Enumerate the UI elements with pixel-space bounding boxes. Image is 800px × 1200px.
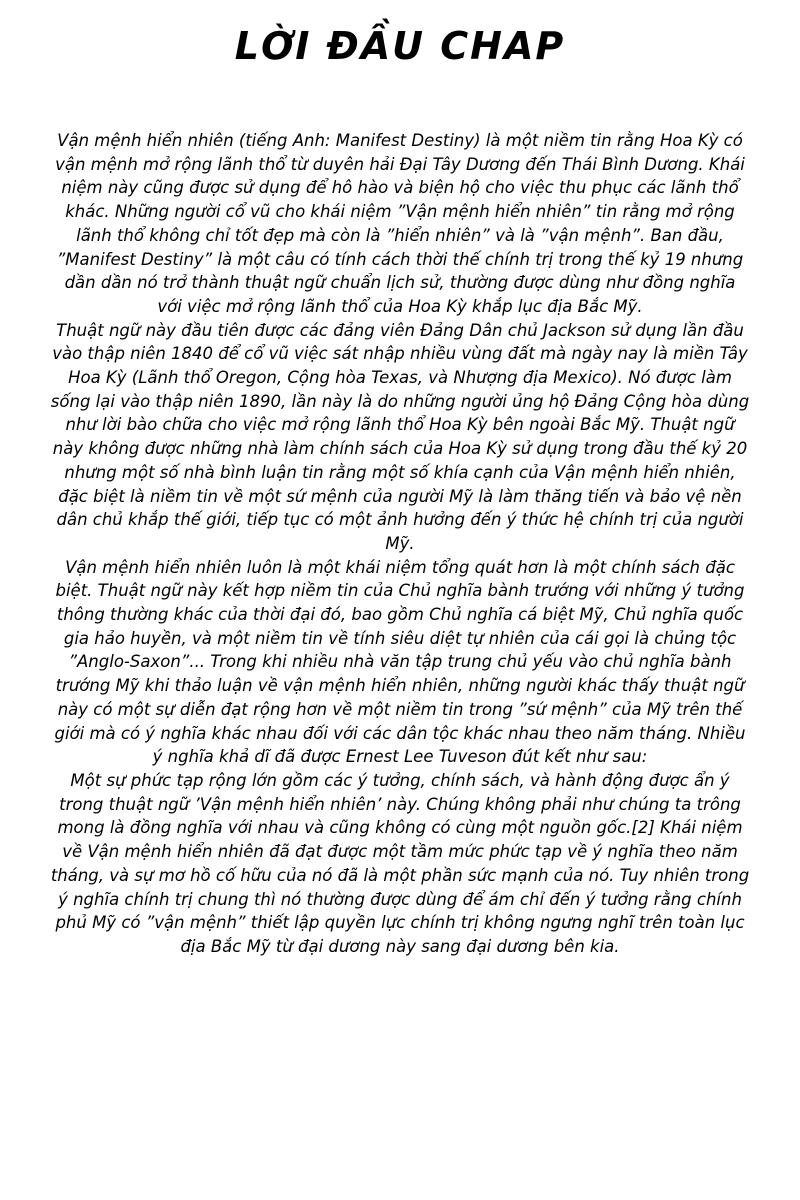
paragraph: Vận mệnh hiển nhiên luôn là một khái niệm tổng quát hơn là một chính sách đặc biệt. Thuật ngữ này kết hợp niềm tin của Chủ nghĩa bành trướng với những ý tưởng thông thường khác của thời đại đó, bao gồm Chủ nghĩa cá biệt Mỹ, Chủ nghĩa quốc gia hảo huyền, và một niềm tin về tính siêu diệt tự nhiên của cái gọi là chủng tộc ”Anglo-Saxon”... Trong khi nhiều nhà văn tập trung chủ yếu vào chủ nghĩa bành trướng Mỹ khi thảo luận về vận mệnh hiển nhiên, những người khác thấy thuật ngữ này có một sự diễn đạt rộng hơn về một niềm tin trong ”sứ mệnh” của Mỹ trên thế giới mà có ý nghĩa khác nhau đối với các dân tộc khác nhau theo năm tháng. Nhiều ý nghĩa khả dĩ đã được Ernest Lee Tuveson đút kết như sau: <box>54 557 746 767</box>
paragraph: Thuật ngữ này đầu tiên được các đảng viên Đảng Dân chủ Jackson sử dụng lần đầu vào thập niên 1840 để cổ vũ việc sát nhập nhiều vùng đất mà ngày nay là miền Tây Hoa Kỳ (Lãnh thổ Oregon, Cộng hòa Texas, và Nhượng địa Mexico). Nó được làm sống lại vào thập niên 1890, lần này là do những người ủng hộ Đảng Cộng hòa dùng như lời bào chữa cho việc mở rộng lãnh thổ Hoa Kỳ bên ngoài Bắc Mỹ. Thuật ngữ này không được những nhà làm chính sách của Hoa Kỳ sử dụng trong đầu thế kỷ 20 nhưng một số nhà bình luận tin rằng một số khía cạnh của Vận mệnh hiển nhiên, đặc biệt là niềm tin về một sứ mệnh của người Mỹ là làm thăng tiến và bảo vệ nền dân chủ khắp thế giới, tiếp tục có một ảnh hưởng đến ý thức hệ chính trị của người Mỹ. <box>50 320 750 553</box>
paragraph: Một sự phức tạp rộng lớn gồm các ý tưởng, chính sách, và hành động được ẩn ý trong thuật ngữ ’Vận mệnh hiển nhiên’ này. Chúng không phải như chúng ta trông mong là đồng nghĩa với nhau và cũng không có cùng một nguồn gốc.[2] Khái niệm về Vận mệnh hiển nhiên đã đạt được một tầm mức phức tạp về ý nghĩa theo năm tháng, và sự mơ hồ cố hữu của nó đã là một phần sức mạnh của nó. Tuy nhiên trong ý nghĩa chính trị chung thì nó thường được dùng để ám chỉ đến ý tưởng rằng chính phủ Mỹ có ”vận mệnh” thiết lập quyền lực chính trị không ngưng nghĩ trên toàn lục địa Bắc Mỹ từ đại dương này sang đại dương bên kia. <box>50 770 750 956</box>
body-text <box>50 129 750 959</box>
paragraph: Vận mệnh hiển nhiên (tiếng Anh: Manifest Destiny) là một niềm tin rằng Hoa Kỳ có vận mệnh mở rộng lãnh thổ từ duyên hải Đại Tây Dương đến Thái Bình Dương. Khái niệm này cũng được sử dụng để hô hào và biện hộ cho việc thu phục các lãnh thổ khác. Những người cổ vũ cho khái niệm ”Vận mệnh hiển nhiên” tin rằng mở rộng lãnh thổ không chỉ tốt đẹp mà còn là ”hiển nhiên” và là ”vận mệnh”. Ban đầu, ”Manifest Destiny” là một câu có tính cách thời thế chính trị trong thế kỷ 19 nhưng dần dần nó trở thành thuật ngữ chuẩn lịch sử, thường được dùng như đồng nghĩa với việc mở rộng lãnh thổ của Hoa Kỳ khắp lục địa Bắc Mỹ. <box>55 131 745 316</box>
page-title: LỜI ĐẦU CHAP <box>234 24 566 68</box>
